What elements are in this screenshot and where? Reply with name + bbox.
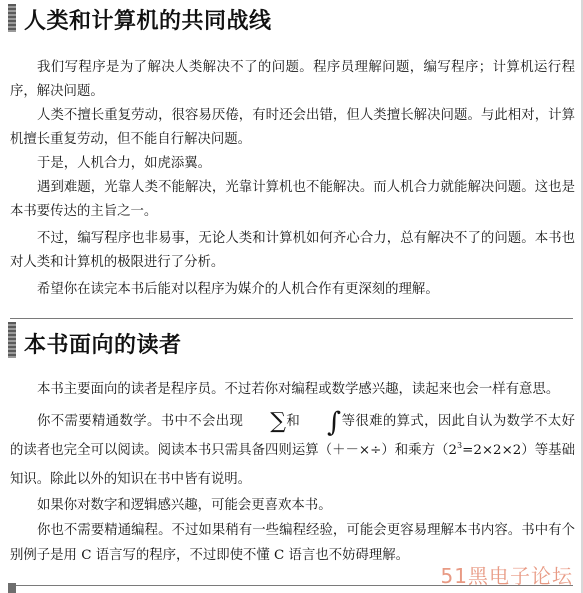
integral-symbol: ∫ xyxy=(327,407,342,438)
paragraph-8-text-d: =2×2×2）等基础知识。除此以外的知识在书中皆有说明。 xyxy=(10,443,575,487)
paragraph-8-text-c: 等很难的算式，因此自认为数学不太好的读者也完全可以阅读。阅读本书只需具备四则运算（＋－×÷）和乘方（2 xyxy=(10,414,576,458)
paragraph-10: 你也不需要精通编程。不过如果稍有一些编程经验，可能会更容易理解本书内容。书中有个别例子是用 C 语言写的程序，不过即使不懂 C 语言也不妨碍理解。 xyxy=(10,523,575,563)
section-marker-bar xyxy=(8,583,16,593)
sum-symbol: ∑ xyxy=(270,409,287,434)
paragraph-6: 希望你在读完本书后能对以程序为媒介的人机合作有更深刻的理解。 xyxy=(37,282,439,297)
paragraph-3: 于是，人机合力，如虎添翼。 xyxy=(37,156,212,171)
paragraph-9: 如果你对数字和逻辑感兴趣，可能会更喜欢本书。 xyxy=(37,498,332,513)
exponent: 3 xyxy=(457,441,463,450)
section-divider xyxy=(10,318,573,319)
section-heading-1: 人类和计算机的共同战线 xyxy=(24,9,272,34)
paragraph-2: 人类不擅长重复劳动，很容易厌倦，有时还会出错，但人类擅长解决问题。与此相对，计算机擅长重复劳动，但不能自行解决问题。 xyxy=(10,108,575,147)
paragraph-8-text-a: 你不需要精通数学。书中不会出现 xyxy=(37,414,244,429)
section-heading-2: 本书面向的读者 xyxy=(24,333,182,358)
paragraph-8-text-b: 和 xyxy=(286,414,301,429)
paragraph-7: 本书主要面向的读者是程序员。不过若你对编程或数学感兴趣，读起来也会一样有意思。 xyxy=(37,382,560,397)
paragraph-5: 不过，编写程序也非易事，无论人类和计算机如何齐心合力，总有解决不了的问题。本书也对人类和计算机的极限进行了分析。 xyxy=(10,231,575,270)
section-marker-bar xyxy=(8,322,16,358)
forum-watermark: 51黑电子论坛 xyxy=(440,564,573,588)
section-marker-bar xyxy=(8,4,16,32)
paragraph-8 xyxy=(10,407,575,494)
paragraph-4: 遇到难题，光靠人类不能解决，光靠计算机也不能解决。而人机合力就能解决问题。这也是本书要传达的主旨之一。 xyxy=(10,180,575,219)
paragraph-1: 我们写程序是为了解决人类解决不了的问题。程序员理解问题，编写程序；计算机运行程序，解决问题。 xyxy=(10,60,575,99)
